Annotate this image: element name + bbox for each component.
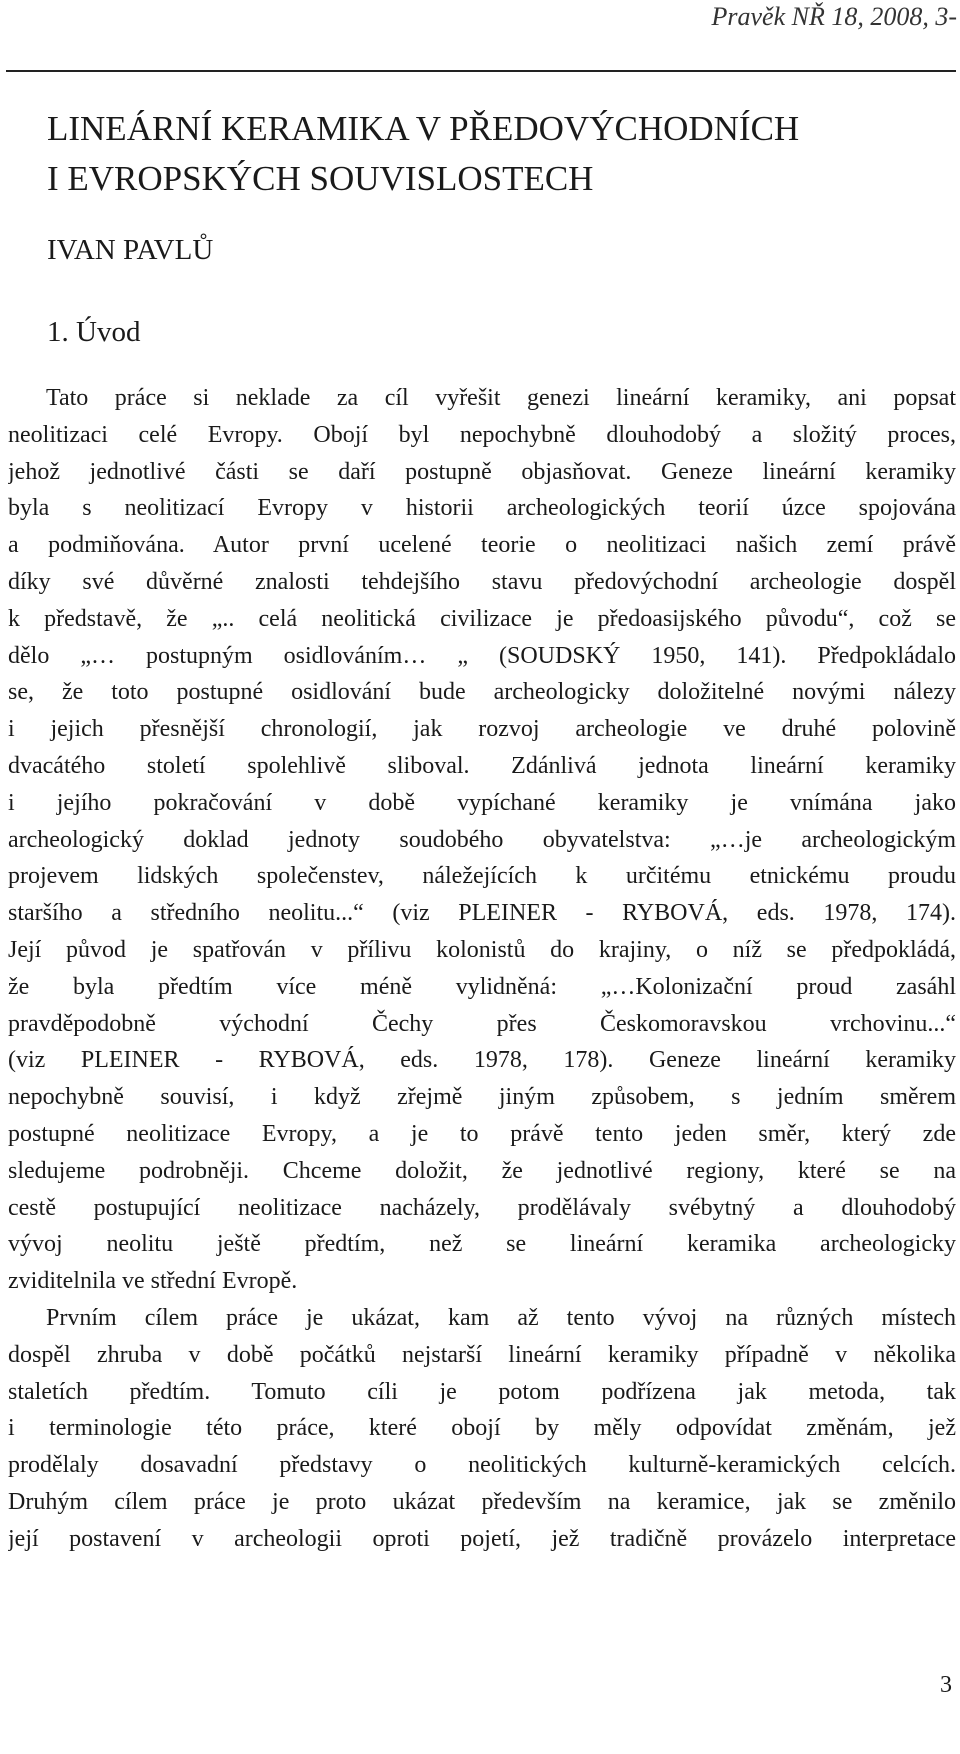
- text-line: i terminologie této práce, které obojí by měly odpovídat změnám, jež: [8, 1415, 956, 1442]
- text-line: i jejich přesnější chronologií, jak rozvoj archeologie ve druhé polovině: [8, 716, 956, 743]
- text-line: archeologický doklad jednoty soudobého obyvatelstva: „…je archeologickým: [8, 826, 956, 853]
- article-title-line: LINEÁRNÍ KERAMIKA V PŘEDOVÝCHODNÍCH: [47, 109, 800, 148]
- text-line: sledujeme podrobněji. Chceme doložit, že jednotlivé regiony, které se na: [8, 1157, 956, 1184]
- text-line: staršího a středního neolitu...“ (viz PLEINER - RYBOVÁ, eds. 1978, 174).: [8, 900, 956, 927]
- body-text: [8, 380, 956, 1558]
- text-line: Její původ je spatřován v přílivu kolonistů do krajiny, o níž se předpokládá,: [8, 936, 956, 963]
- paragraph-2: [8, 1300, 956, 1558]
- text-line: Druhým cílem práce je proto ukázat především na keramice, jak se změnilo: [8, 1488, 956, 1515]
- text-line: projevem lidských společenstev, náležejících k určitému etnickému proudu: [8, 863, 956, 890]
- article-title-line: I EVROPSKÝCH SOUVISLOSTECH: [47, 159, 594, 198]
- running-header: Pravěk NŘ 18, 2008, 3-: [711, 2, 957, 31]
- text-line: a podmiňována. Autor první ucelené teorie o neolitizaci našich zemí právě: [8, 532, 956, 559]
- text-line: Prvním cílem práce je ukázat, kam až tento vývoj na různých místech: [46, 1304, 956, 1331]
- text-line: byla s neolitizací Evropy v historii archeologických teorií úzce spojována: [8, 495, 956, 522]
- text-line: že byla předtím více méně vylidněná: „…Kolonizační proud zasáhl: [8, 973, 956, 1000]
- text-line: jehož jednotlivé části se daří postupně objasňovat. Geneze lineární keramiky: [8, 458, 956, 485]
- text-line: neolitizaci celé Evropy. Obojí byl nepochybně dlouhodobý a složitý proces,: [8, 421, 956, 448]
- paragraph-1: [8, 380, 956, 1300]
- header-rule: [6, 70, 956, 72]
- article-title: [47, 104, 947, 204]
- text-line: (viz PLEINER - RYBOVÁ, eds. 1978, 178). Geneze lineární keramiky: [8, 1047, 956, 1074]
- text-line: dvacátého století spolehlivě sliboval. Zdánlivá jednota lineární keramiky: [8, 752, 956, 779]
- text-line: dospěl zhruba v době počátků nejstarší lineární keramiky případně v několika: [8, 1341, 956, 1368]
- text-line: díky své důvěrné znalosti tehdejšího stavu předovýchodní archeologie dospěl: [8, 568, 956, 595]
- text-line: i jejího pokračování v době vypíchané keramiky je vnímána jako: [8, 789, 956, 816]
- text-line: nepochybně souvisí, i když zřejmě jiným způsobem, s jedním směrem: [8, 1084, 956, 1111]
- text-line: Tato práce si neklade za cíl vyřešit genezi lineární keramiky, ani popsat: [46, 385, 956, 411]
- text-line: staletích předtím. Tomuto cíli je potom podřízena jak metoda, tak: [8, 1378, 956, 1405]
- text-line: prodělaly dosavadní představy o neolitických kulturně-keramických celcích.: [8, 1452, 956, 1479]
- text-line: vývoj neolitu ještě předtím, než se lineární keramika archeologicky: [8, 1231, 956, 1258]
- author-name: IVAN PAVLŮ: [47, 234, 214, 266]
- section-heading: 1. Úvod: [47, 316, 141, 348]
- text-line: k představě, že „.. celá neolitická civilizace je předoasijského původu“, což se: [8, 605, 956, 632]
- text-line: dělo „… postupným osidlováním… „ (SOUDSKÝ 1950, 141). Předpokládalo: [8, 642, 956, 669]
- page-number: 3: [940, 1672, 952, 1698]
- text-line: její postavení v archeologii oproti pojetí, jež tradičně provázelo interpretace: [8, 1525, 956, 1552]
- text-line: se, že toto postupné osidlování bude archeologicky doložitelné novými nálezy: [8, 679, 956, 706]
- text-line: pravděpodobně východní Čechy přes Českomoravskou vrchovinu...“: [8, 1010, 956, 1037]
- text-line: postupné neolitizace Evropy, a je to právě tento jeden směr, který zde: [8, 1120, 956, 1147]
- text-line: cestě postupující neolitizace nacházely, prodělávaly svébytný a dlouhodobý: [8, 1194, 956, 1221]
- text-line: zviditelnila ve střední Evropě.: [8, 1268, 298, 1295]
